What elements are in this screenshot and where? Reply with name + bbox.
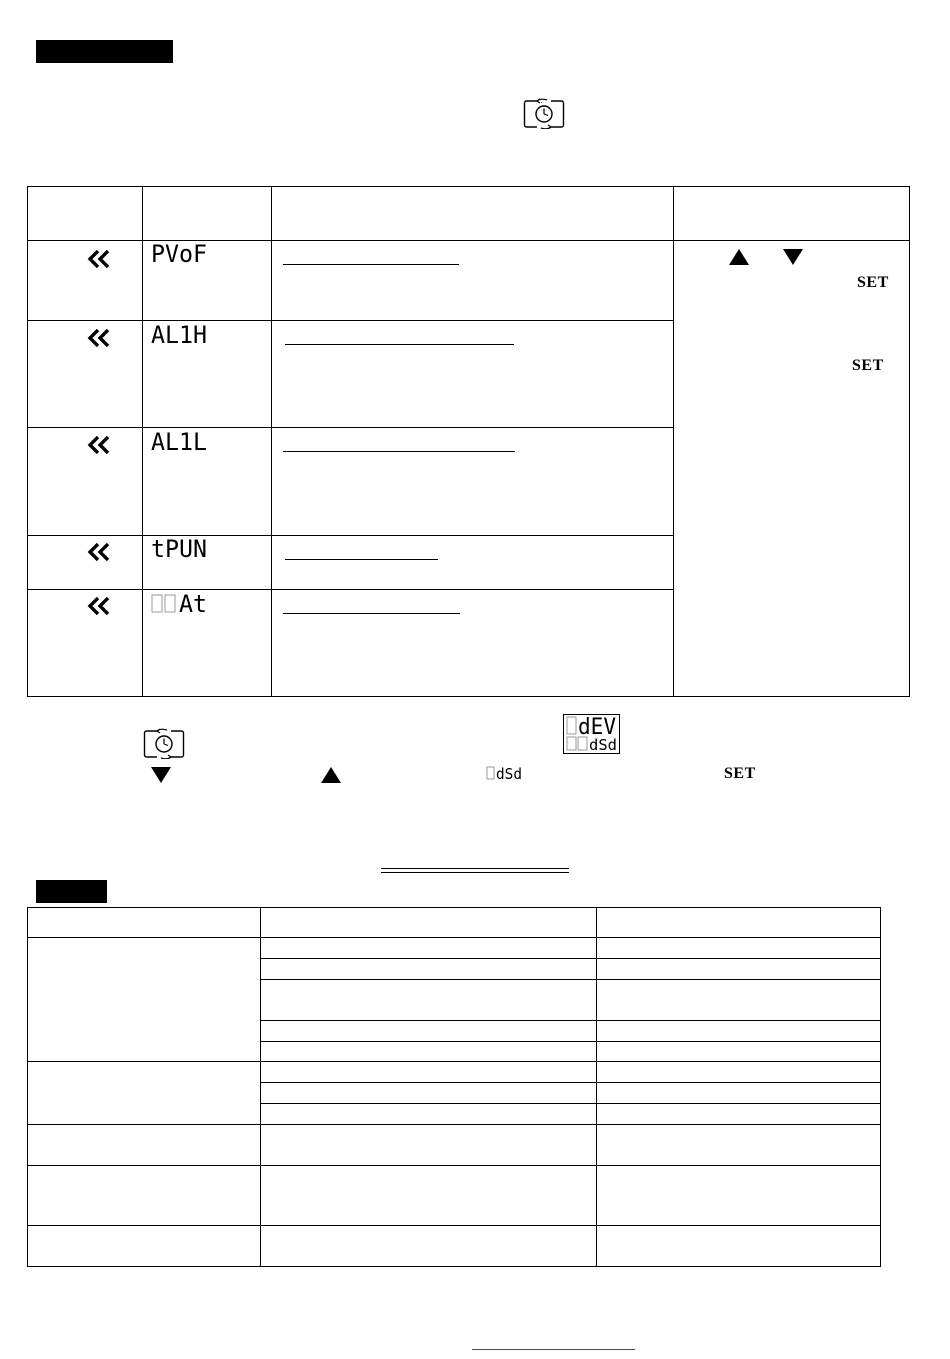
clock-refresh-icon — [143, 727, 185, 759]
rewind-icon — [86, 436, 112, 454]
header-black-block — [36, 40, 173, 63]
svg-text:dSd: dSd — [589, 736, 617, 754]
set-button-label: SET — [857, 274, 889, 291]
lcd-code-row2 — [150, 323, 208, 347]
svg-text:dSd: dSd — [496, 765, 522, 781]
rewind-icon — [86, 250, 112, 268]
row1-desc-underline — [283, 264, 459, 265]
rewind-icon — [86, 543, 112, 561]
svg-text:At: At — [179, 592, 207, 616]
svg-text:tPUN: tPUN — [151, 537, 207, 561]
section-title-underline — [381, 872, 569, 873]
lcd-code-row3 — [150, 430, 208, 454]
row5-desc-underline — [283, 613, 460, 614]
set-button-label: SET — [852, 357, 884, 374]
rewind-icon — [86, 329, 112, 347]
clock-refresh-icon — [523, 97, 565, 129]
svg-text:AL1H: AL1H — [151, 323, 207, 347]
section-black-block — [36, 880, 107, 903]
svg-text:dEV: dEV — [578, 715, 616, 740]
up-triangle-icon — [320, 766, 342, 784]
row4-desc-underline — [285, 559, 438, 560]
svg-text:AL1L: AL1L — [151, 430, 207, 454]
svg-text:PVoF: PVoF — [151, 242, 207, 266]
down-triangle-icon — [150, 766, 172, 784]
lcd-code-row4 — [150, 537, 208, 561]
rewind-icon — [86, 597, 112, 615]
section-title-underline — [381, 868, 569, 869]
set-button-label: SET — [724, 765, 756, 782]
lcd-code-row1 — [150, 242, 208, 266]
lcd-dsd-inline — [486, 765, 523, 781]
footer-link-underline[interactable] — [472, 1349, 635, 1350]
row2-desc-underline — [285, 344, 514, 345]
lcd-dev-display — [563, 714, 620, 754]
row3-desc-underline — [283, 451, 515, 452]
up-triangle-icon — [728, 248, 750, 266]
lcd-code-row5 — [150, 592, 208, 616]
down-triangle-icon — [782, 248, 804, 266]
